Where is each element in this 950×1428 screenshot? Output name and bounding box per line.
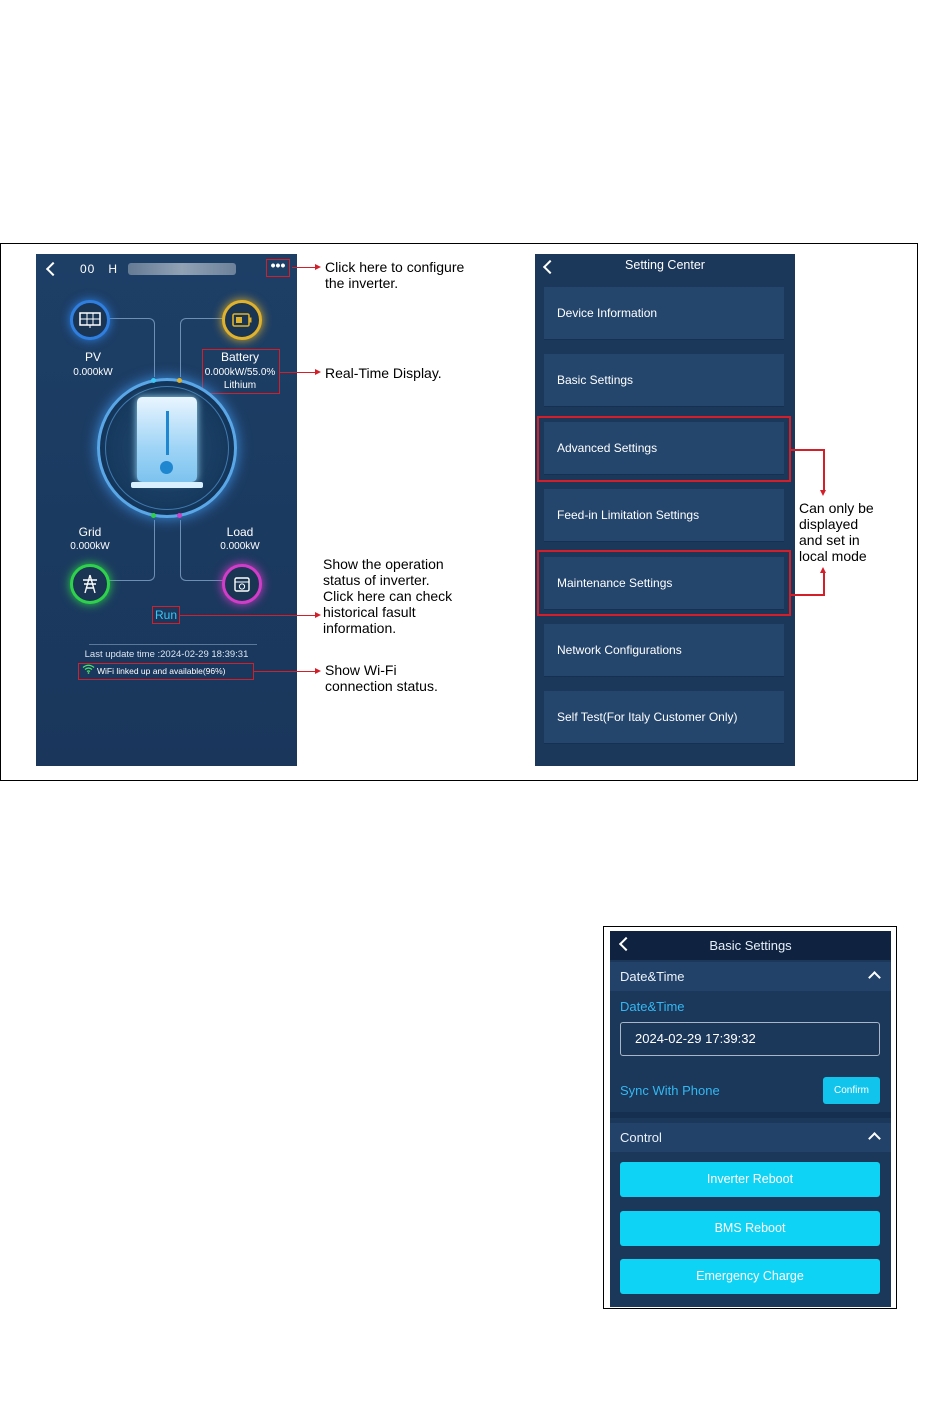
menu-advanced-settings[interactable]: Advanced Settings xyxy=(544,422,784,474)
load-appliance-icon[interactable] xyxy=(222,564,262,604)
basic-settings-title: Basic Settings xyxy=(709,938,792,953)
power-tower-icon[interactable] xyxy=(70,564,110,604)
realtime-arrow xyxy=(280,372,319,373)
configure-annotation: Click here to configure the inverter. xyxy=(325,259,465,291)
menu-self-test[interactable]: Self Test(For Italy Customer Only) xyxy=(544,691,784,743)
main-screen xyxy=(36,254,297,766)
inverter-icon[interactable] xyxy=(137,397,197,482)
bracket-top-arrow xyxy=(823,449,825,491)
wifi-status[interactable] xyxy=(78,663,254,680)
main-header xyxy=(36,254,297,284)
configure-arrow xyxy=(292,267,319,268)
more-options-button[interactable]: ••• xyxy=(266,259,290,277)
pv-value: 0.000kW xyxy=(73,367,113,378)
menu-feed-in-limitation[interactable]: Feed-in Limitation Settings xyxy=(544,489,784,541)
wifi-icon xyxy=(79,664,97,679)
setting-center-screen xyxy=(535,254,795,766)
emergency-charge-button[interactable]: Emergency Charge xyxy=(620,1259,880,1294)
device-title: 00 H xyxy=(80,262,119,276)
grid-value: 0.000kW xyxy=(70,541,110,552)
setting-center-title: Setting Center xyxy=(625,258,705,272)
battery-node-dot xyxy=(177,378,182,383)
pv-node-dot xyxy=(151,378,156,383)
inverter-reboot-button[interactable]: Inverter Reboot xyxy=(620,1162,880,1197)
back-icon[interactable] xyxy=(46,262,60,276)
basic-settings-header xyxy=(610,931,891,960)
maintenance-settings-highlight xyxy=(537,550,791,616)
run-status-button[interactable]: Run xyxy=(152,606,180,624)
bracket-bottom-arrow xyxy=(823,572,825,596)
datetime-label: Date&Time xyxy=(620,999,685,1014)
menu-maintenance-settings[interactable]: Maintenance Settings xyxy=(544,557,784,609)
menu-network-configurations[interactable]: Network Configurations xyxy=(544,624,784,676)
realtime-annotation: Real-Time Display. xyxy=(325,365,442,381)
local-mode-annotation: Can only be displayed and set in local mode xyxy=(799,500,874,564)
operation-arrow xyxy=(180,615,319,616)
last-update-time: Last update time :2024-02-29 18:39:31 xyxy=(84,649,249,660)
battery-icon[interactable] xyxy=(222,300,262,340)
blurred-serial xyxy=(128,263,236,275)
wifi-status-text: WiFi linked up and available(96%) xyxy=(97,666,226,676)
bracket-bottom-horizontal xyxy=(791,594,824,596)
battery-label: Battery xyxy=(220,350,259,364)
menu-device-information[interactable]: Device Information xyxy=(544,287,784,339)
inverter-slot xyxy=(166,411,169,455)
datetime-section-label: Date&Time xyxy=(620,969,685,984)
datetime-section-header[interactable] xyxy=(610,962,891,991)
grid-node-dot xyxy=(151,513,156,518)
datetime-field[interactable]: 2024-02-29 17:39:32 xyxy=(620,1022,880,1056)
load-node-dot xyxy=(177,513,182,518)
inverter-led xyxy=(160,461,173,474)
advanced-settings-highlight xyxy=(537,416,791,482)
confirm-button[interactable]: Confirm xyxy=(823,1077,880,1104)
bms-reboot-button[interactable]: BMS Reboot xyxy=(620,1211,880,1246)
sync-with-phone-label: Sync With Phone xyxy=(620,1083,720,1098)
control-section-label: Control xyxy=(620,1130,662,1145)
inverter-base xyxy=(131,482,203,488)
operation-annotation: Show the operation status of inverter. Click here can check historical fasult information. xyxy=(323,556,453,636)
solar-panel-icon[interactable] xyxy=(70,300,110,340)
status-divider xyxy=(89,644,257,645)
control-section-header[interactable] xyxy=(610,1123,891,1152)
grid-label: Grid xyxy=(78,525,102,539)
basic-settings-screen xyxy=(610,931,891,1307)
chevron-up-icon xyxy=(868,971,881,984)
load-value: 0.000kW xyxy=(220,541,260,552)
wifi-arrow xyxy=(254,671,319,672)
wifi-annotation: Show Wi-Fi connection status. xyxy=(325,662,438,694)
section-divider xyxy=(610,1112,891,1118)
battery-type: Lithium xyxy=(223,380,257,391)
pv-label: PV xyxy=(84,350,101,364)
chevron-up-icon xyxy=(868,1132,881,1145)
battery-value: 0.000kW/55.0% xyxy=(204,367,276,378)
bracket-top-horizontal xyxy=(791,449,824,451)
menu-basic-settings[interactable]: Basic Settings xyxy=(544,354,784,406)
load-label: Load xyxy=(226,525,254,539)
